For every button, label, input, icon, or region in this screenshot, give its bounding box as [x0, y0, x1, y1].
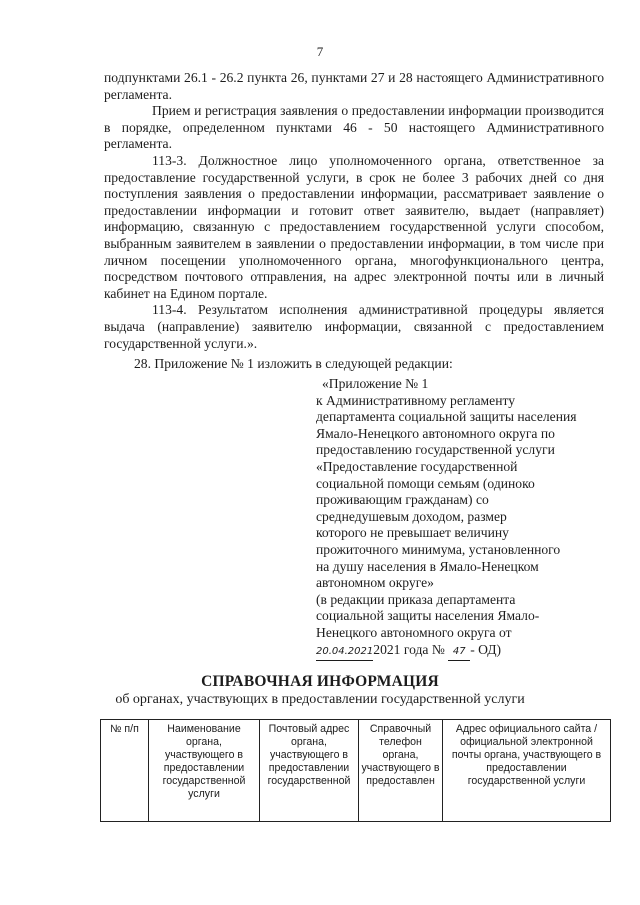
appendix-line: (в редакции приказа департамента [316, 591, 516, 607]
appendix-line: на душу населения в Ямало-Ненецком [316, 558, 539, 574]
appendix-line: социальной помощи семьям (одиноко [316, 475, 535, 491]
appendix-line: предоставлению государственной услуги [316, 442, 555, 458]
appendix-date-line [316, 642, 606, 662]
appendix-line: Ямало-Ненецкого автономного округа по [316, 425, 555, 441]
date-year-text: 2021 года № [373, 641, 445, 657]
handwritten-number: 47 [448, 644, 470, 662]
order-suffix: - ОД) [470, 641, 502, 657]
paragraph-registration: Прием и регистрация заявления о предоставлении информации производится в порядке, определенном пунктами 46 - 50 настоящего Административного регламента. [104, 103, 604, 152]
appendix-line: к Административному регламенту [316, 392, 516, 408]
table-header-row [101, 720, 611, 822]
section-heading: СПРАВОЧНАЯ ИНФОРМАЦИЯ [201, 673, 439, 690]
appendix-line: департамента социальной защиты населения [316, 409, 577, 425]
column-header-phone: Справочный телефон органа, участвующего в предоставлен [359, 720, 443, 822]
appendix-line: Ненецкого автономного округа от [316, 624, 512, 640]
column-header-postal-address: Почтовый адрес органа, участвующего в предоставлении государственной [260, 720, 359, 822]
appendix-line: автономном округе» [316, 575, 434, 591]
appendix-line: проживающим гражданам) со [316, 492, 489, 508]
appendix-line: среднедушевым доходом, размер [316, 508, 507, 524]
appendix-line: социальной защиты населения Ямало- [316, 608, 540, 624]
paragraph-113-4: 113-4. Результатом исполнения административной процедуры является выдача (направление) заявителю информации, связанной с предоставлением государственной услуги.». [104, 302, 604, 351]
appendix-header [316, 376, 606, 661]
paragraph-28: 28. Приложение № 1 изложить в следующей редакции: [134, 356, 453, 372]
paragraph-113-3: 113-3. Должностное лицо уполномоченного органа, ответственное за предоставление государственной услуги, в срок не более 3 рабочих дней со дня поступления заявления о предоставлении информации, рассматривает заявление о предоставлении информации и готовит ответ заявителю, выдает (направляет) информацию, связанную с предоставлением государственной услуги способом, выбранным заявителем в заявлении о предоставлении информации, в том числе при личном посещении уполномоченного органа, многофункционального центра, посредством почтового отправления, на адрес электронной почты или в личный кабинет на Едином портале. [104, 152, 604, 301]
paragraph-continuation: подпунктами 26.1 - 26.2 пункта 26, пунктами 27 и 28 настоящего Административного регламента. [104, 70, 604, 102]
page-number: 7 [316, 44, 324, 59]
column-header-website: Адрес официального сайта /официальной электронной почты органа, участвующего в предоставлении государственной услуги [443, 720, 611, 822]
section-subheading: об органах, участвующих в предоставлении государственной услуги [115, 692, 525, 707]
column-header-number: № п/п [101, 720, 149, 822]
appendix-line: «Приложение № 1 [322, 376, 429, 391]
appendix-line: которого не превышает величину [316, 525, 509, 541]
appendix-line: «Предоставление государственной [316, 458, 518, 474]
column-header-organ-name: Наименование органа, участвующего в предоставлении государственной услуги [149, 720, 260, 822]
body-text [104, 70, 604, 373]
handwritten-date: 20.04.2021 [316, 644, 373, 662]
appendix-line: прожиточного минимума, установленного [316, 541, 561, 557]
reference-table [100, 719, 611, 822]
